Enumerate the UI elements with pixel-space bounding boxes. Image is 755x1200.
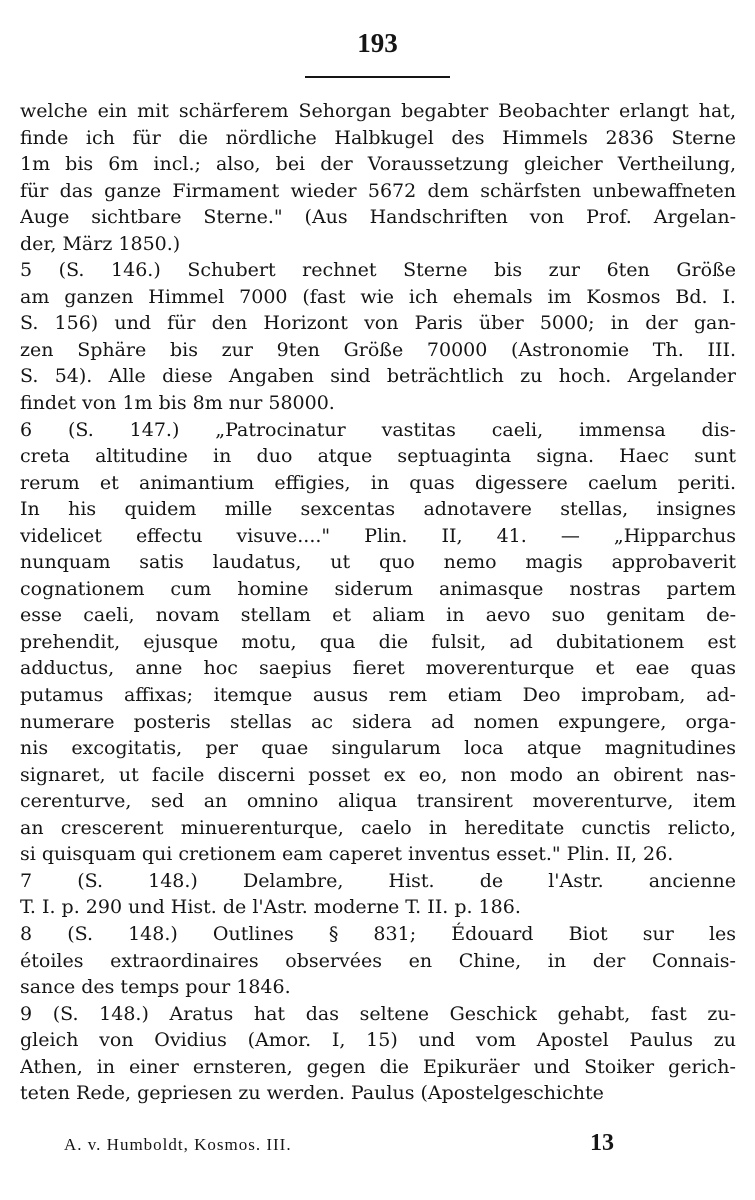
text-line: signaret, ut facile discerni posset ex eo, non modo an obirent nas- bbox=[20, 763, 736, 786]
page-number: 193 bbox=[357, 28, 398, 58]
text-line: prehendit, ejusque motu, qua die fulsit, ad dubitationem est bbox=[20, 630, 736, 653]
text-line: cognationem cum homine siderum animasque nostras partem bbox=[20, 577, 736, 600]
text-line: étoiles extraordinaires observées en Chine, in der Connais- bbox=[20, 949, 736, 972]
text-line: der, März 1850.) bbox=[20, 232, 181, 255]
text-line: nunquam satis laudatus, ut quo nemo magis approbaverit bbox=[20, 551, 736, 574]
text-line: creta altitudine in duo atque septuaginta signa. Haec sunt bbox=[20, 445, 736, 468]
text-line: teten Rede, gepriesen zu werden. Paulus (Apostelgeschichte bbox=[20, 1082, 604, 1105]
signature-line: A. v. Humboldt, Kosmos. III. bbox=[64, 1135, 292, 1154]
text-line: T. I. p. 290 und Hist. de l'Astr. moderne T. II. p. 186. bbox=[20, 896, 521, 919]
text-line: 5 (S. 146.) Schubert rechnet Sterne bis zur 6ten Größe bbox=[20, 259, 736, 282]
text-line: finde ich für die nördliche Halbkugel des Himmels 2836 Sterne bbox=[20, 126, 736, 149]
text-line: Auge sichtbare Sterne." (Aus Handschriften von Prof. Argelan- bbox=[20, 206, 736, 229]
text-line: rerum et animantium effigies, in quas digessere caelum periti. bbox=[20, 471, 736, 494]
text-line: zen Sphäre bis zur 9ten Größe 70000 (Astronomie Th. III. bbox=[20, 338, 736, 361]
text-line: numerare posteris stellas ac sidera ad nomen expungere, orga- bbox=[20, 710, 736, 733]
text-line: für das ganze Firmament wieder 5672 dem schärfsten unbewaffneten bbox=[20, 179, 736, 202]
text-line: cerenturve, sed an omnino aliqua transirent moverenturve, item bbox=[20, 790, 736, 813]
sheet-number: 13 bbox=[590, 1130, 614, 1156]
text-line: am ganzen Himmel 7000 (fast wie ich ehemals im Kosmos Bd. I. bbox=[20, 285, 736, 308]
text-line: si quisquam qui cretionem eam caperet inventus esset." Plin. II, 26. bbox=[20, 843, 674, 866]
text-line: welche ein mit schärferem Sehorgan begabter Beobachter erlangt hat, bbox=[20, 100, 736, 122]
text-line: putamus affixas; itemque ausus rem etiam Deo improbam, ad- bbox=[20, 684, 736, 707]
text-line: S. 54). Alle diese Angaben sind beträchtlich zu hoch. Argelander bbox=[20, 365, 736, 388]
text-line: 7 (S. 148.) Delambre, Hist. de l'Astr. ancienne bbox=[20, 869, 736, 892]
text-line: sance des temps pour 1846. bbox=[20, 976, 291, 999]
text-line: 9 (S. 148.) Aratus hat das seltene Geschick gehabt, fast zu- bbox=[20, 1002, 736, 1025]
text-line: an crescerent minuerenturque, caelo in hereditate cunctis relicto, bbox=[20, 816, 736, 839]
text-line: nis excogitatis, per quae singularum loca atque magnitudines bbox=[20, 737, 736, 760]
text-line: 6 (S. 147.) „Patrocinatur vastitas caeli, immensa dis- bbox=[20, 418, 736, 441]
header-rule bbox=[305, 76, 450, 78]
text-line: Athen, in einer ernsteren, gegen die Epikuräer und Stoiker gerich- bbox=[20, 1055, 736, 1078]
footnote-text-block bbox=[20, 98, 736, 1107]
text-line: adductus, anne hoc saepius fieret moverenturque et eae quas bbox=[20, 657, 736, 680]
text-line: S. 156) und für den Horizont von Paris über 5000; in der gan- bbox=[20, 312, 736, 335]
text-line: findet von 1m bis 8m nur 58000. bbox=[20, 392, 335, 415]
text-line: 8 (S. 148.) Outlines § 831; Édouard Biot sur les bbox=[20, 922, 736, 945]
text-line: videlicet effectu visuve...." Plin. II, 41. — „Hipparchus bbox=[20, 524, 736, 547]
text-line: In his quidem mille sexcentas adnotavere stellas, insignes bbox=[20, 498, 736, 521]
text-line: 1m bis 6m incl.; also, bei der Voraussetzung gleicher Vertheilung, bbox=[20, 153, 736, 176]
text-line: esse caeli, novam stellam et aliam in aevo suo genitam de- bbox=[20, 604, 736, 627]
text-line: gleich von Ovidius (Amor. I, 15) und vom Apostel Paulus zu bbox=[20, 1029, 736, 1052]
